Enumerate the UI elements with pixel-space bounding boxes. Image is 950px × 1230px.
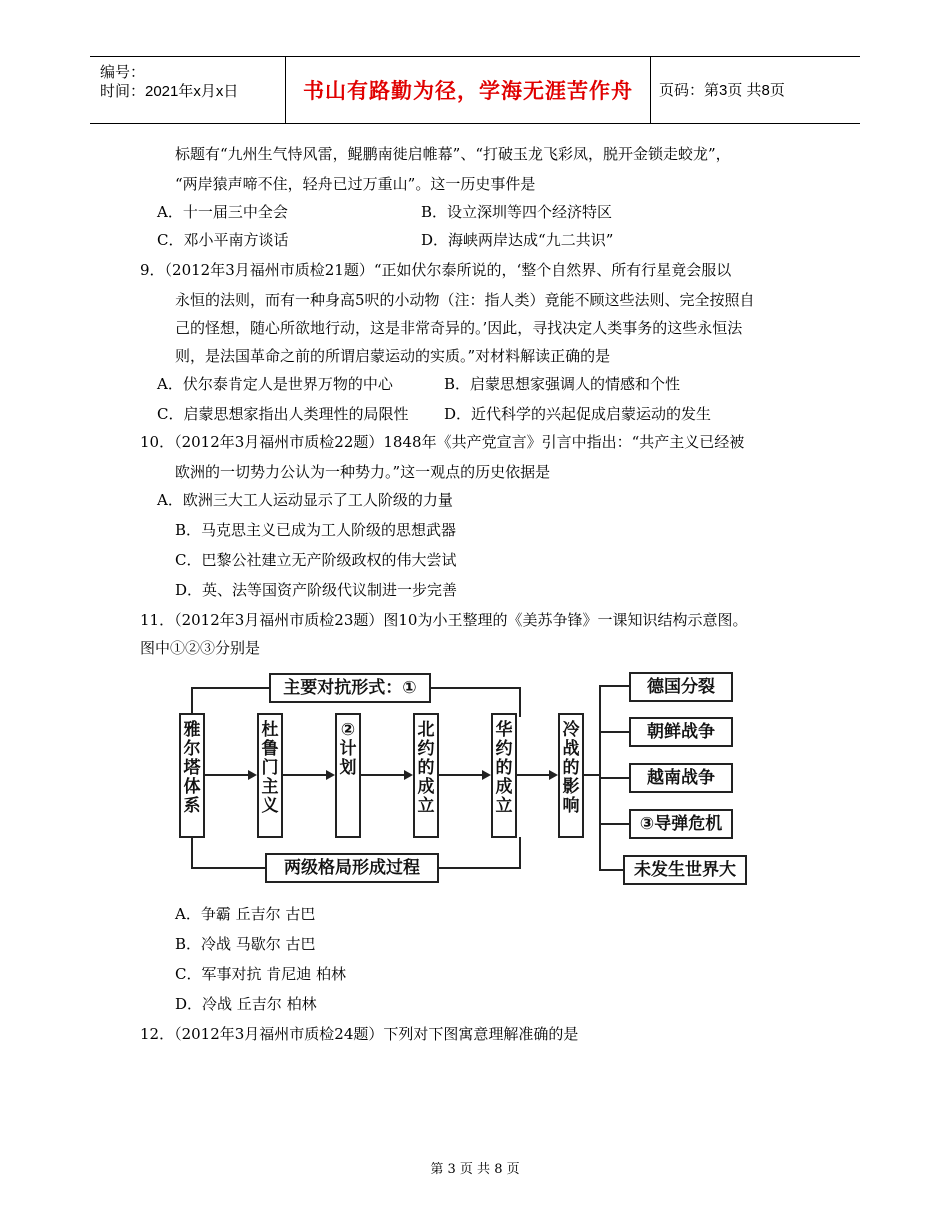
q8-option-a: A．十一届三中全会 (157, 203, 288, 221)
q8-option-d: D．海峡两岸达成“九二共识” (421, 231, 614, 249)
page-header (90, 56, 860, 124)
q10-line1: 10．（2012年3月福州市质检22题）1848年《共产党宣言》引言中指出：“共产主义已经被 (140, 433, 745, 451)
q12-line1: 12．（2012年3月福州市质检24题）下列对下图寓意理解准确的是 (140, 1025, 579, 1043)
q10-option-c: C．巴黎公社建立无产阶级政权的伟大尝试 (175, 551, 457, 569)
q10-option-a: A．欧洲三大工人运动显示了工人阶级的力量 (157, 491, 453, 509)
q9-line4: 则，是法国革命之前的所谓启蒙运动的实质。”对材料解读正确的是 (175, 347, 611, 365)
header-page-cell (650, 57, 861, 123)
q11-option-c: C．军事对抗 肯尼迪 柏林 (175, 965, 347, 983)
q9-line3: 己的怪想，随心所欲地行动，这是非常奇异的。’因此，寻找决定人类事务的这些永恒法 (175, 319, 743, 337)
effect-no-world-war: 未发生世界大 (623, 855, 747, 885)
page-footer: 第 3 页 共 8 页 (430, 1162, 520, 1177)
q11-line1: 11．（2012年3月福州市质检23题）图10为小王整理的《美苏争锋》一课知识结构示意图。 (140, 611, 748, 629)
diagram-bottom-label: 两级格局形成过程 (265, 853, 439, 883)
q11-option-b: B．冷战 马歇尔 古巴 (175, 935, 316, 953)
stage-plan-2: ②计划 (335, 713, 361, 838)
effect-vietnam-war: 越南战争 (629, 763, 733, 793)
q10-option-b: B．马克思主义已成为工人阶级的思想武器 (175, 521, 457, 539)
stage-yalta-system: 雅尔塔体系 (179, 713, 205, 838)
q9-option-a: A．伏尔泰肯定人是世界万物的中心 (157, 375, 393, 393)
q11-line2: 图中①②③分别是 (140, 639, 261, 657)
header-meta-cell (90, 57, 286, 123)
q9-option-d: D．近代科学的兴起促成启蒙运动的发生 (444, 405, 712, 423)
time-label: 时间：2021年x月x日 (100, 83, 239, 100)
stage-warsaw-pact-founding: 华约的成立 (491, 713, 517, 838)
diagram-top-label: 主要对抗形式：① (269, 673, 431, 703)
q9-option-c: C．启蒙思想家指出人类理性的局限性 (157, 405, 409, 423)
knowledge-structure-diagram (173, 665, 750, 893)
header-motto-cell (286, 57, 650, 123)
motto: 书山有路勤为径，学海无涯苦作舟 (303, 79, 633, 103)
q11-option-a: A．争霸 丘吉尔 古巴 (175, 905, 316, 923)
stage-nato-founding: 北约的成立 (413, 713, 439, 838)
stage-truman-doctrine: 杜鲁门主义 (257, 713, 283, 838)
number-label: 编号： (100, 64, 146, 81)
effect-korean-war: 朝鲜战争 (629, 717, 733, 747)
effect-missile-crisis: ③导弹危机 (629, 809, 733, 839)
effect-germany-split: 德国分裂 (629, 672, 733, 702)
q8-option-c: C．邓小平南方谈话 (157, 231, 289, 249)
stage-cold-war-impact: 冷战的影响 (558, 713, 584, 838)
q9-option-b: B．启蒙思想家强调人的情感和个性 (444, 375, 681, 393)
q8-option-b: B．设立深圳等四个经济特区 (421, 203, 613, 221)
q8-line1: 标题有“九州生气恃风雷，鲲鹏南徙启帷幕”、“打破玉龙飞彩凤，脱开金锁走蛟龙”， (175, 145, 731, 163)
q10-line2: 欧洲的一切势力公认为一种势力。”这一观点的历史依据是 (175, 463, 551, 481)
q9-line2: 永恒的法则，而有一种身高5呎的小动物（注：指人类）竟能不顾这些法则、完全按照自 (175, 291, 755, 309)
q11-option-d: D．冷战 丘吉尔 柏林 (175, 995, 317, 1013)
q8-line2: “两岸猿声啼不住，轻舟已过万重山”。这一历史事件是 (175, 175, 536, 193)
q10-option-d: D．英、法等国资产阶级代议制进一步完善 (175, 581, 458, 599)
page-info: 页码：第3页 共8页 (659, 82, 785, 99)
q9-line1: 9．（2012年3月福州市质检21题）“正如伏尔泰所说的，‘整个自然界、所有行星竟会服以 (140, 261, 732, 279)
